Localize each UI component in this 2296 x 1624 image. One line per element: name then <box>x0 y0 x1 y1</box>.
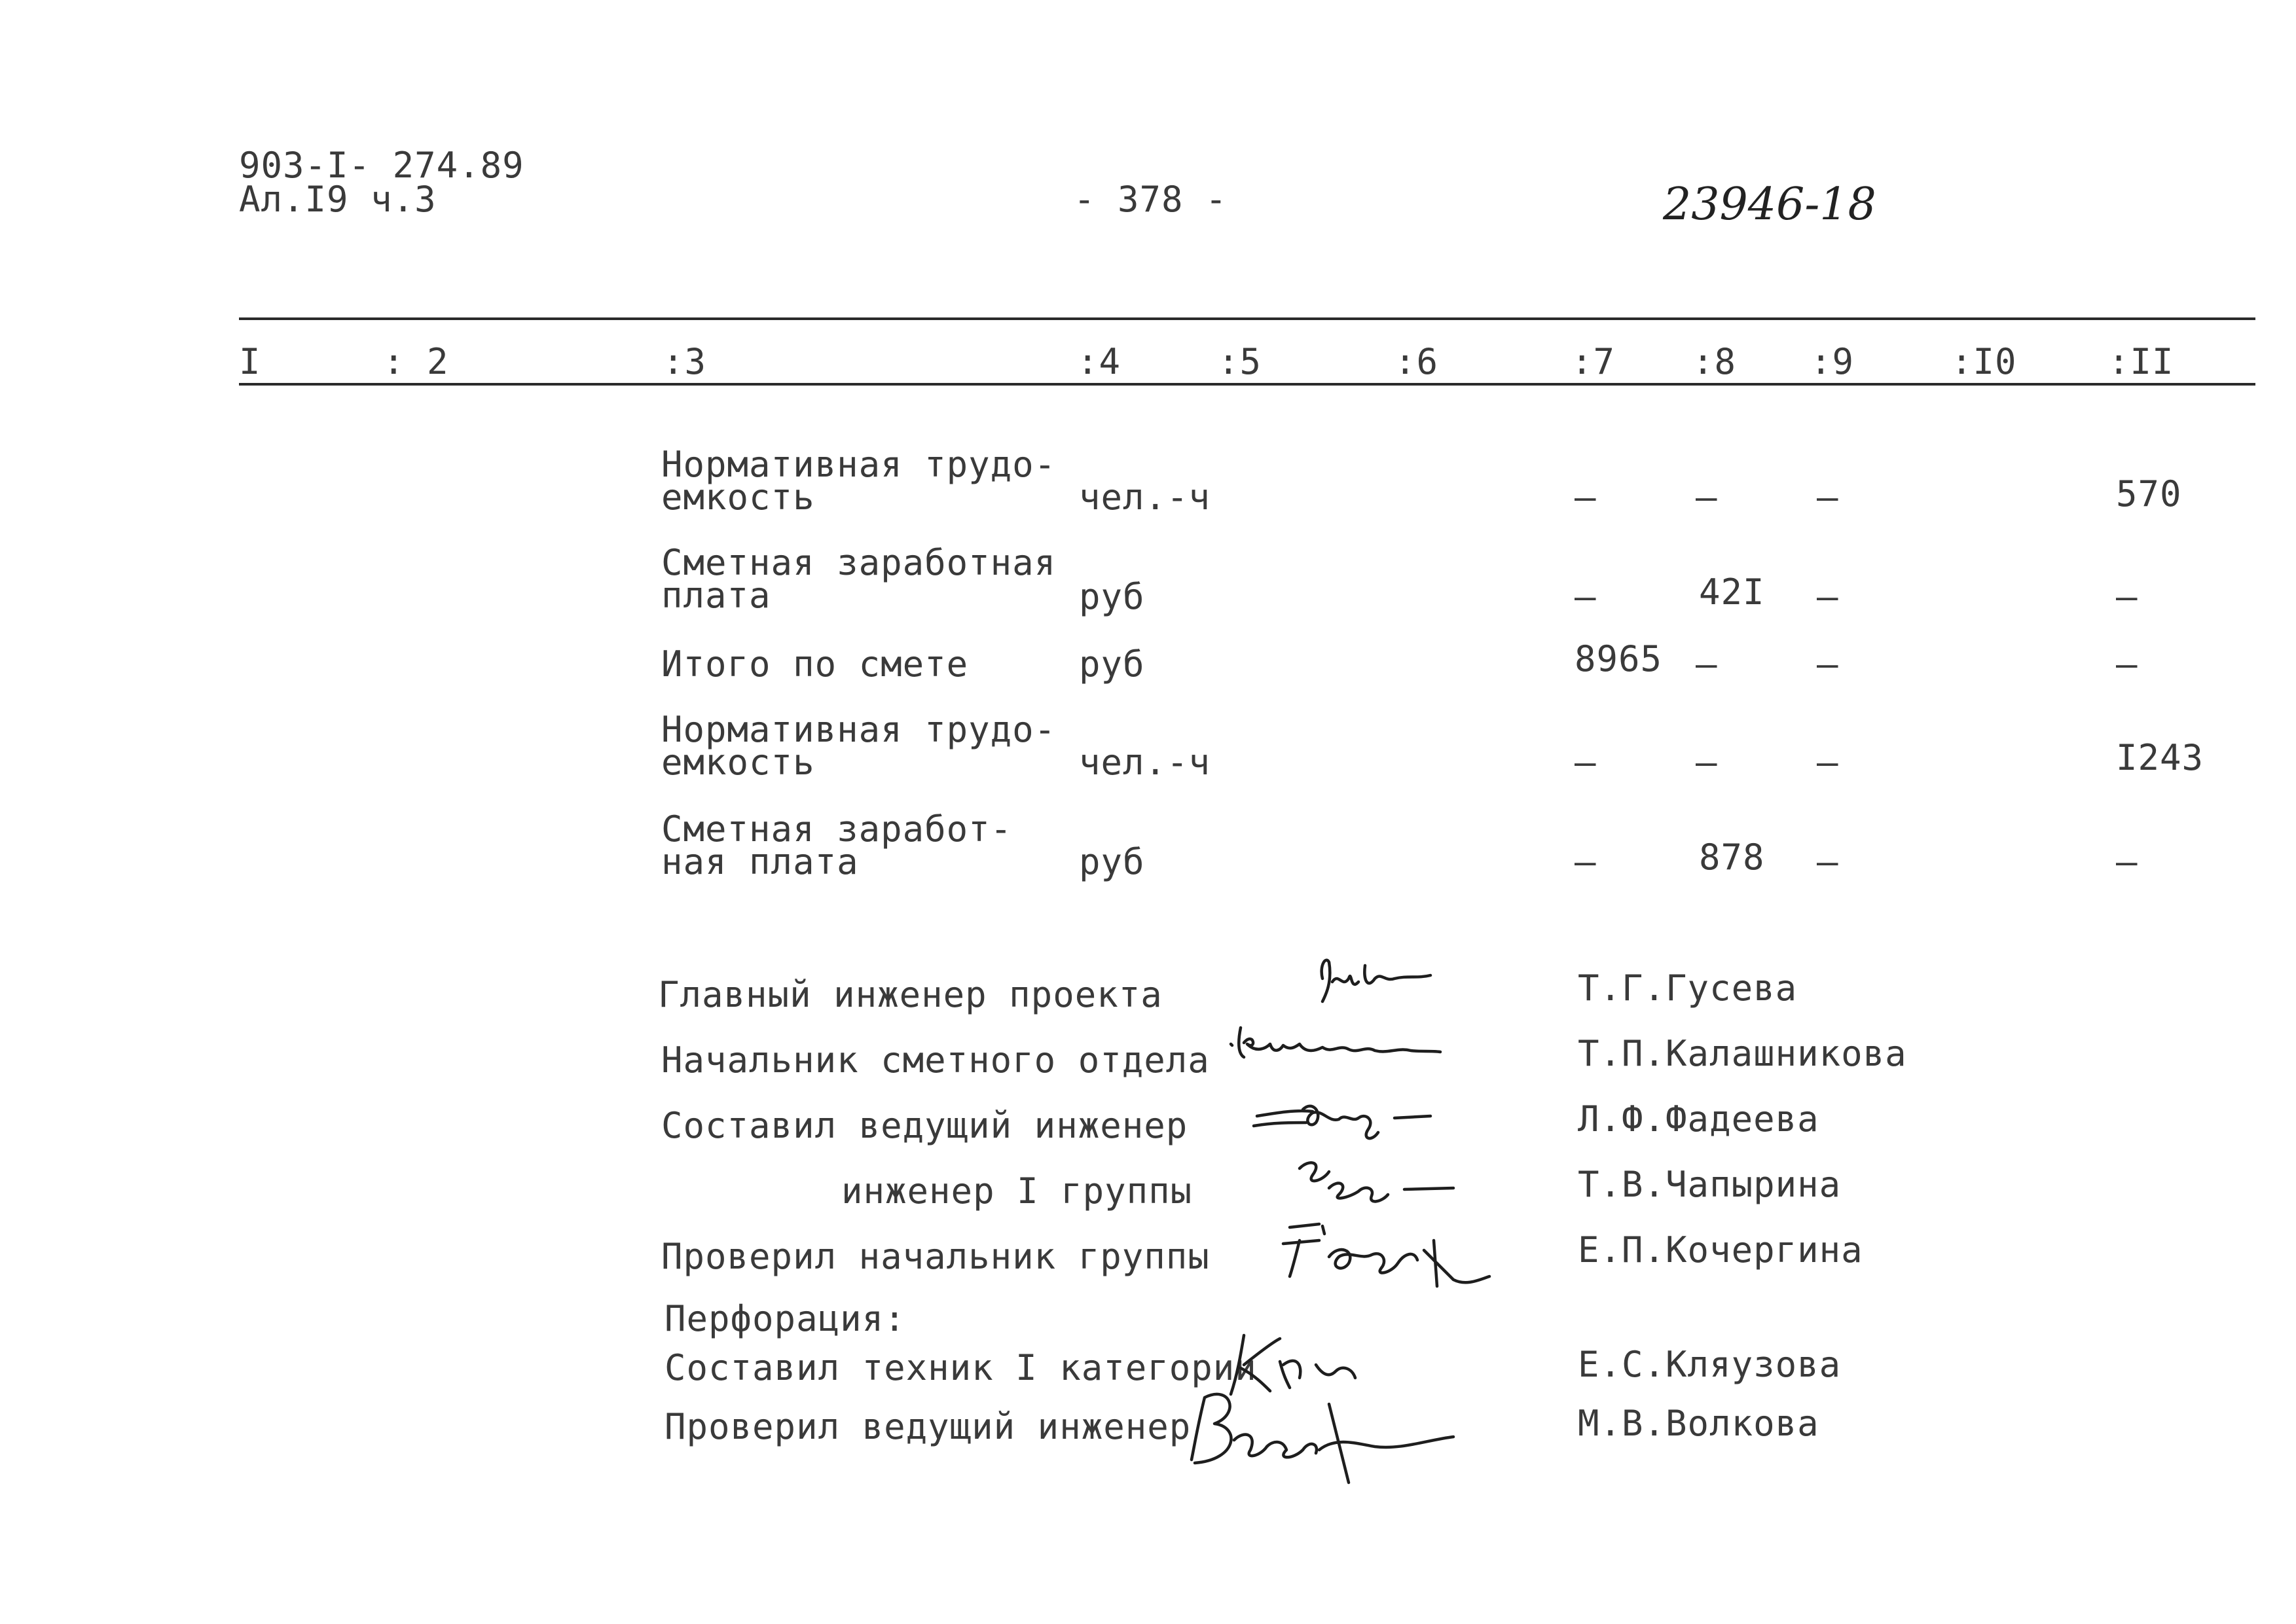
perforation-role-lead-engineer: Проверил ведущий инженер <box>665 1406 1192 1447</box>
signature-name-chief-engineer: Т.Г.Гусева <box>1578 967 1798 1009</box>
signature-name-lead-engineer: Л.Ф.Фадеева <box>1578 1098 1819 1140</box>
row-2-col8: 42I <box>1699 571 1765 613</box>
signature-name-engineer-group: Т.В.Чапырина <box>1578 1164 1842 1205</box>
row-2-col11: – <box>2116 576 2138 617</box>
handwritten-signature-4 <box>1283 1149 1499 1214</box>
col-header-9: :9 <box>1810 341 1855 382</box>
signature-role-group-head: Проверил начальник группы <box>661 1236 1210 1277</box>
row-3-col7: 8965 <box>1575 638 1663 679</box>
perforation-role-technician: Составил техник I категории <box>665 1347 1257 1388</box>
signature-role-estimates-head: Начальник сметного отдела <box>661 1039 1210 1081</box>
handwritten-signature-5 <box>1257 1214 1558 1299</box>
doc-code: 903-I- 274.89 <box>239 145 524 186</box>
row-2-name-line2: плата <box>661 575 771 616</box>
row-1-name-line2: емкость <box>661 477 815 518</box>
col-header-10: :I0 <box>1951 341 2017 382</box>
row-5-col11: – <box>2116 841 2138 882</box>
row-5-name-line1: Сметная заработ- <box>661 808 1013 850</box>
signature-role-engineer-group: инженер I группы <box>841 1170 1193 1212</box>
row-3-col11: – <box>2116 643 2138 685</box>
page-number: - 378 - <box>1074 179 1228 220</box>
col-header-7: :7 <box>1571 341 1616 382</box>
row-2-col9: – <box>1817 576 1839 617</box>
album-part: Ал.I9 ч.3 <box>239 179 437 220</box>
row-4-unit: чел.-ч <box>1079 742 1211 783</box>
col-header-1: I <box>239 341 261 382</box>
header-top-rule <box>239 317 2255 320</box>
row-4-col11: I243 <box>2116 737 2204 778</box>
row-1-col8: – <box>1696 477 1718 518</box>
col-header-2: : 2 <box>383 341 449 382</box>
row-2-col7: – <box>1575 576 1597 617</box>
row-3-name: Итого по смете <box>661 643 969 685</box>
row-5-col7: – <box>1575 841 1597 882</box>
row-1-col9: – <box>1817 477 1839 518</box>
row-2-name-line1: Сметная заработная <box>661 542 1057 583</box>
perforation-heading: Перфорация: <box>665 1298 906 1339</box>
perforation-name-technician: Е.С.Кляузова <box>1578 1344 1842 1385</box>
perforation-name-lead-engineer: М.В.Волкова <box>1578 1403 1819 1444</box>
col-header-4: :4 <box>1077 341 1121 382</box>
signature-role-chief-engineer: Главный инженер проекта <box>658 974 1163 1015</box>
col-header-3: :3 <box>663 341 707 382</box>
row-2-unit: руб <box>1079 576 1145 617</box>
row-1-name-line1: Нормативная трудо- <box>661 444 1057 485</box>
col-header-8: :8 <box>1692 341 1737 382</box>
row-4-col8: – <box>1696 742 1718 783</box>
row-4-col7: – <box>1575 742 1597 783</box>
row-5-col8: 878 <box>1699 837 1765 878</box>
row-5-col9: – <box>1817 841 1839 882</box>
row-1-col11: 570 <box>2116 473 2182 514</box>
row-3-unit: руб <box>1079 643 1145 685</box>
row-5-name-line2: ная плата <box>661 841 859 882</box>
signature-name-estimates-head: Т.П.Калашникова <box>1578 1033 1907 1074</box>
row-4-name-line1: Нормативная трудо- <box>661 709 1057 750</box>
handwritten-signature-1 <box>1303 943 1447 1008</box>
row-3-col9: – <box>1817 643 1839 685</box>
header-bottom-rule <box>239 383 2255 386</box>
signature-role-lead-engineer: Составил ведущий инженер <box>661 1105 1188 1146</box>
inventory-number: 23946-18 <box>1663 179 1876 230</box>
row-3-col8: – <box>1696 643 1718 685</box>
col-header-6: :6 <box>1394 341 1439 382</box>
row-5-unit: руб <box>1079 841 1145 882</box>
row-1-unit: чел.-ч <box>1079 477 1211 518</box>
row-1-col7: – <box>1575 477 1597 518</box>
handwritten-signature-2 <box>1218 1018 1453 1070</box>
signature-name-group-head: Е.П.Кочергина <box>1578 1229 1863 1271</box>
row-4-col9: – <box>1817 742 1839 783</box>
col-header-5: :5 <box>1218 341 1262 382</box>
col-header-11: :II <box>2108 341 2174 382</box>
handwritten-signature-7 <box>1178 1378 1493 1489</box>
row-4-name-line2: емкость <box>661 742 815 783</box>
handwritten-signature-3 <box>1250 1087 1473 1146</box>
